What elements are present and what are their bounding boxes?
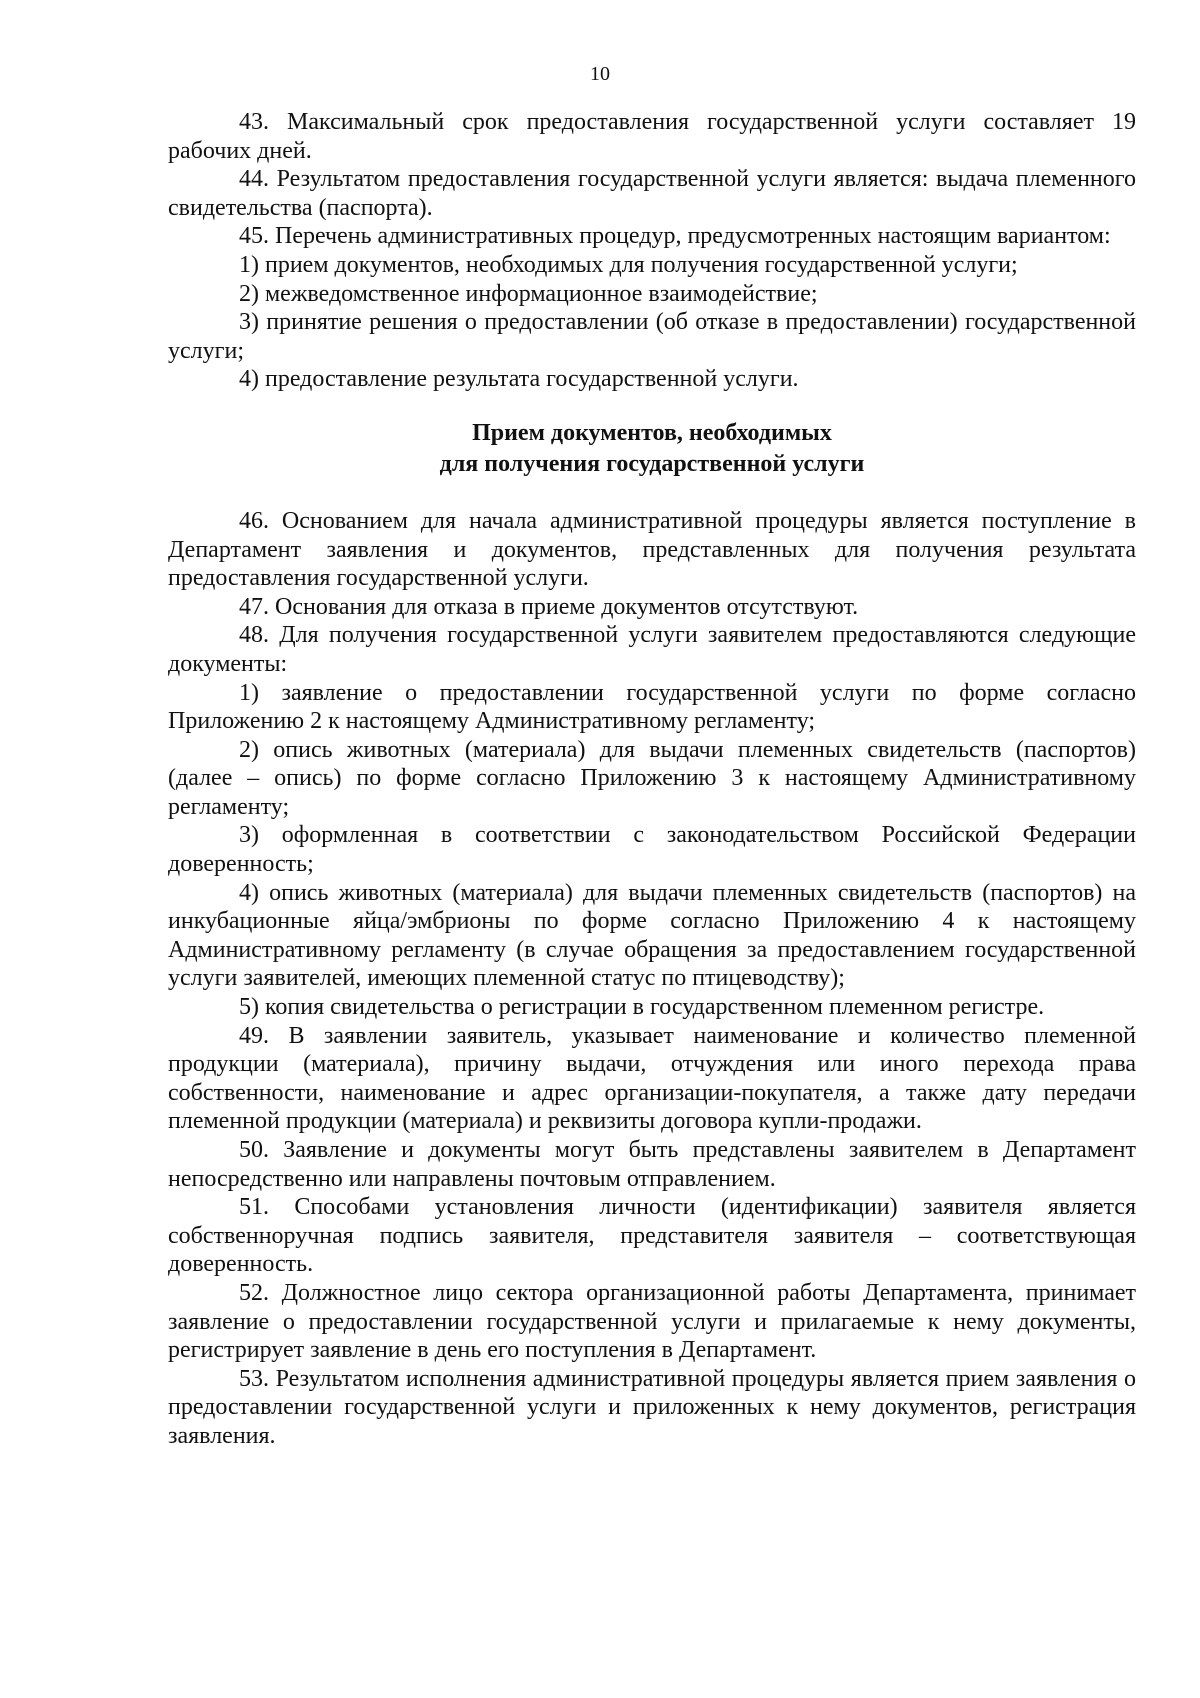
list-item-48-2: 2) опись животных (материала) для выдачи племенных свидетельств (паспортов) (далее – опись) по форме согласно Приложению 3 к настоящему Административному регламенту;: [168, 736, 1136, 820]
list-item-45-3: 3) принятие решения о предоставлении (об отказе в предоставлении) государственной услуги;: [168, 309, 1136, 364]
paragraph-45: 45. Перечень административных процедур, предусмотренных настоящим вариантом:: [239, 223, 1111, 250]
list-item-48-1: 1) заявление о предоставлении государственной услуги по форме согласно Приложению 2 к настоящему Административному регламенту;: [168, 679, 1136, 735]
paragraph-51: 51. Способами установления личности (идентификации) заявителя является собственноручная подпись заявителя, представителя заявителя – соответствующая доверенность.: [168, 1194, 1136, 1278]
paragraph-52: 52. Должностное лицо сектора организационной работы Департамента, принимает заявление о предоставлении государственной услуги и прилагаемые к нему документы, регистрирует заявление в день его поступления в Департамент.: [168, 1279, 1136, 1364]
list-item-48-3: 3) оформленная в соответствии с законодательством Российской Федерации доверенность;: [168, 822, 1136, 878]
list-item-48-4: 4) опись животных (материала) для выдачи племенных свидетельств (паспортов) на инкубационные яйца/эмбрионы по форме согласно Приложению 4 к настоящему Административному регламенту (в случае обращения за предоставлением государственной услуги заявителей, имеющих племенной статус по птицеводству);: [168, 879, 1136, 992]
list-item-48-5: 5) копия свидетельства о регистрации в государственном племенном регистре.: [239, 994, 1045, 1021]
list-item-45-1: 1) прием документов, необходимых для получения государственной услуги;: [239, 251, 1018, 278]
paragraph-50: 50. Заявление и документы могут быть представлены заявителем в Департамент непосредственно или направлены почтовым отправлением.: [168, 1137, 1136, 1192]
paragraph-49: 49. В заявлении заявитель, указывает наименование и количество племенной продукции (материала), причину выдачи, отчуждения или иного перехода права собственности, наименование и адрес организации-покупателя, а также дату передачи племенной продукции (материала) и реквизиты договора купли-продажи.: [168, 1022, 1136, 1135]
paragraph-53: 53. Результатом исполнения административной процедуры является прием заявления о предоставлении государственной услуги и приложенных к нему документов, регистрация заявления.: [168, 1365, 1136, 1449]
list-item-45-2: 2) межведомственное информационное взаимодействие;: [239, 280, 818, 307]
paragraph-46: 46. Основанием для начала административной процедуры является поступление в Департамент заявления и документов, представленных для получения результата предоставления государственной услуги.: [168, 507, 1136, 592]
section-heading-line-2: для получения государственной услуги: [439, 450, 865, 477]
list-item-45-4: 4) предоставление результата государственной услуги.: [239, 366, 799, 393]
paragraph-43: 43. Максимальный срок предоставления государственной услуги составляет 19 рабочих дней.: [168, 109, 1136, 164]
paragraph-47: 47. Основания для отказа в приеме документов отсутствуют.: [239, 593, 859, 620]
section-heading: [168, 418, 1136, 480]
page-number: 10: [590, 63, 610, 85]
section-heading-line-1: Прием документов, необходимых: [472, 419, 832, 446]
paragraph-44: 44. Результатом предоставления государственной услуги является: выдача племенного свидетельства (паспорта).: [168, 166, 1136, 221]
paragraph-48: 48. Для получения государственной услуги заявителем предоставляются следующие документы:: [168, 622, 1136, 677]
document-body: [168, 108, 1136, 1451]
